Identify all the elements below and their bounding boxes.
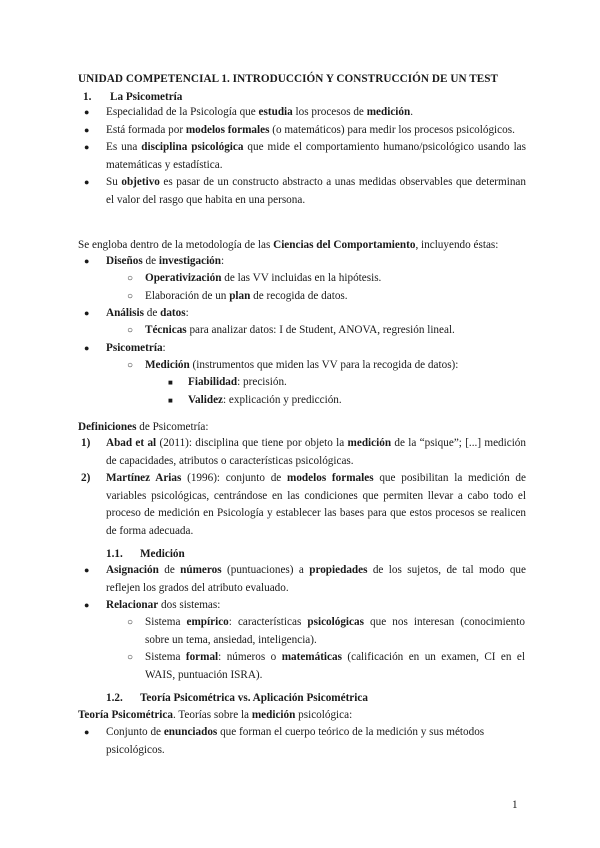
intro-paragraph: Se engloba dentro de la metodología de las Ciencias del Comportamiento, incluyendo éstas: [78,239,499,251]
list-item: ● Conjunto de enunciados que forman el cuerpo teórico de la medición y sus métodos psicológicos. [84,726,485,756]
subsection-heading-medicion: 1.1. Medición [106,548,185,560]
bullet-icon: ● [84,727,90,737]
psicometria-list [84,340,526,358]
list-item: ● Su objetivo es pasar de un constructo abstracto a unas medidas observables que determinan el valor del rasgo que habita en una persona. [84,176,526,206]
list-item: ● Asignación de números (puntuaciones) a propiedades de los sujetos, de tal modo que reflejen los grados del atributo evaluado. [84,564,526,594]
list-item-analisis: ● Análisis de datos: [106,305,526,323]
list-item: ● Está formada por modelos formales (o matemáticos) para medir los procesos psicológicos. [106,122,526,140]
list-item: ● Especialidad de la Psicología que estudia los procesos de medición. [106,104,526,122]
bullet-icon: ● [84,565,90,575]
list-item: ○ Sistema empírico: características psicológicas que nos interesan (conocimiento sobre un tema, ansiedad, inteligencia). [127,616,525,646]
circle-bullet-icon: ○ [127,325,134,336]
disenos-sublist [127,270,525,305]
page-number: 1 [512,799,518,811]
bullet-icon: ● [84,308,90,318]
circle-bullet-icon: ○ [127,617,134,628]
bullet-icon: ● [84,343,90,353]
square-bullet-icon: ■ [168,395,173,405]
list-item: ● Es una disciplina psicológica que mide el comportamiento humano/psicológico usando las matemáticas y estadística. [84,141,526,171]
document-title: UNIDAD COMPETENCIAL 1. INTRODUCCIÓN Y CONSTRUCCIÓN DE UN TEST [78,73,499,85]
bullet-icon: ● [84,600,90,611]
analisis-list [84,305,526,323]
list-item: ○ Técnicas para analizar datos: I de Student, ANOVA, regresión lineal. [145,322,525,340]
analisis-sublist [127,322,525,340]
definition-item: 1) Abad et al (2011): disciplina que tiene por objeto la medición de la “psique”; [...] medición de capacidades, atributos o características psicológicas. [81,437,526,467]
medicion-sublist [168,374,528,409]
definition-item: 2) Martínez Arias (1996): conjunto de modelos formales que posibilitan la medición de variables psicológicas, centrándose en las condiciones que permiten llevar a cabo todo el proceso de medición en Psicología y establecer las bases para que estos procesos se realicen de forma adecuada. [81,472,526,537]
list-item: ■ Validez: explicación y predicción. [188,392,528,410]
bullet-icon: ● [84,107,90,117]
section-title: La Psicometría [110,91,183,103]
list-item: ○ Elaboración de un plan de recogida de datos. [145,288,525,306]
psicometria-sublist [127,357,525,375]
list-item: ○ Operativización de las VV incluidas en la hipótesis. [145,270,525,288]
sistemas-sublist [127,614,525,684]
section-number: 1. [83,91,92,103]
psicometria-bullets [84,104,526,210]
bullet-icon: ● [84,124,90,135]
list-item-disenos: ● Diseños de investigación: [106,253,526,271]
definitions-list [81,435,526,541]
list-item: ■ Fiabilidad: precisión. [188,374,528,392]
bullet-icon: ● [84,256,90,266]
list-item: ○ Sistema formal: números o matemáticas (calificación en un examen, CI en el WAIS, puntuación ISRA). [127,651,525,681]
methodology-list [84,253,526,271]
list-item-psicometria: ● Psicometría: [106,340,526,358]
subsection-heading-teoria: 1.2. Teoría Psicométrica vs. Aplicación Psicométrica [106,692,368,704]
list-item: ● Relacionar dos sistemas: [106,597,526,615]
medicion-list [84,562,526,615]
definitions-heading: Definiciones de Psicometría: [78,421,209,433]
teoria-paragraph: Teoría Psicométrica. Teorías sobre la medición psicológica: [78,709,353,721]
circle-bullet-icon: ○ [127,290,134,302]
bullet-icon: ● [84,177,90,188]
teoria-list [84,724,526,759]
bullet-icon: ● [84,142,90,153]
circle-bullet-icon: ○ [127,652,134,664]
list-item: ○ Medición (instrumentos que miden las VV para la recogida de datos): [145,357,525,375]
square-bullet-icon: ■ [168,378,173,387]
circle-bullet-icon: ○ [127,273,134,284]
circle-bullet-icon: ○ [127,360,134,371]
